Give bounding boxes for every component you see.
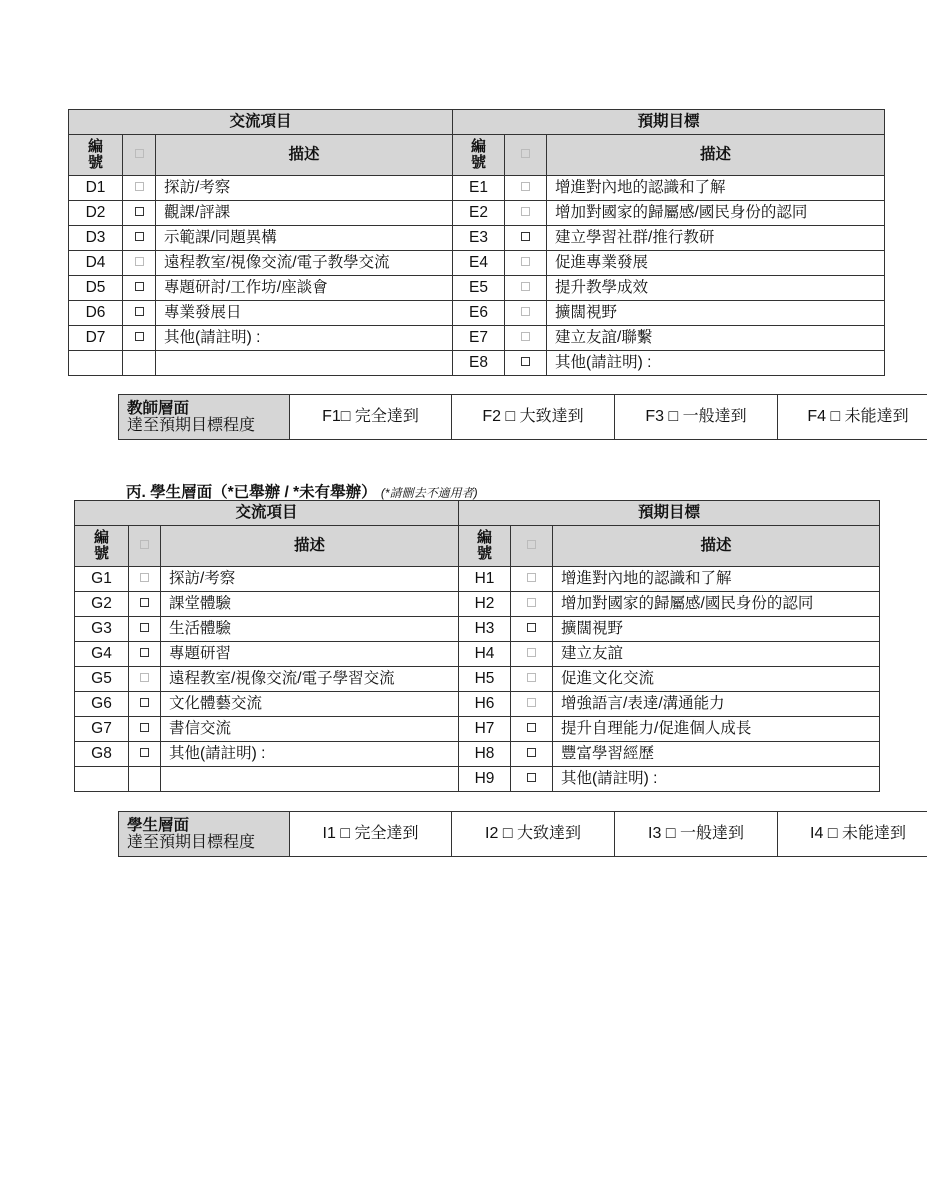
item-code: D7 [69, 326, 123, 351]
goal-checkbox[interactable] [511, 692, 553, 717]
goal-checkbox[interactable] [505, 351, 547, 376]
checkbox-header [505, 135, 547, 176]
item-code: G8 [75, 742, 129, 767]
checkbox-icon[interactable] [527, 773, 536, 782]
checkbox-icon[interactable] [135, 307, 144, 316]
table-row [69, 276, 885, 301]
table-row [75, 592, 880, 617]
checkbox-icon[interactable] [521, 357, 530, 366]
goal-code: H9 [459, 767, 511, 792]
checkbox-header [123, 135, 156, 176]
item-description: 探訪/考察 [161, 567, 459, 592]
item-description: 其他(請註明) : [161, 742, 459, 767]
item-code: G4 [75, 642, 129, 667]
checkbox-icon[interactable] [527, 573, 536, 582]
item-description: 其他(請註明) : [156, 326, 453, 351]
goal-code: E7 [453, 326, 505, 351]
item-checkbox[interactable] [123, 301, 156, 326]
item-description: 專題研習 [161, 642, 459, 667]
item-description: 專業發展日 [156, 301, 453, 326]
goal-checkbox[interactable] [505, 201, 547, 226]
checkbox-icon[interactable] [527, 723, 536, 732]
checkbox-icon[interactable] [527, 623, 536, 632]
item-checkbox[interactable] [129, 667, 161, 692]
checkbox-header [129, 526, 161, 567]
item-description: 生活體驗 [161, 617, 459, 642]
checkbox-icon[interactable] [140, 748, 149, 757]
rating-option-f1[interactable]: F1□ 完全達到 [290, 395, 452, 440]
goal-description: 增加對國家的歸屬感/國民身份的認同 [547, 201, 885, 226]
goal-code: E3 [453, 226, 505, 251]
goal-description: 建立友誼/聯繫 [547, 326, 885, 351]
checkbox-icon[interactable] [140, 598, 149, 607]
table-row [75, 567, 880, 592]
item-code: D6 [69, 301, 123, 326]
table-row [75, 742, 880, 767]
checkbox-icon[interactable] [135, 282, 144, 291]
rating-option-i1[interactable]: I1 □ 完全達到 [290, 812, 452, 857]
goal-code: H2 [459, 592, 511, 617]
goal-checkbox[interactable] [505, 226, 547, 251]
item-code: G5 [75, 667, 129, 692]
item-checkbox[interactable] [123, 276, 156, 301]
item-description: 觀課/評課 [156, 201, 453, 226]
checkbox-icon[interactable] [135, 207, 144, 216]
goal-checkbox[interactable] [511, 592, 553, 617]
description-header: 描述 [547, 135, 885, 176]
goal-checkbox[interactable] [505, 326, 547, 351]
goal-description: 增進對內地的認識和了解 [553, 567, 880, 592]
item-checkbox[interactable] [123, 176, 156, 201]
checkbox-icon[interactable] [135, 182, 144, 191]
table-row [69, 251, 885, 276]
item-description: 課堂體驗 [161, 592, 459, 617]
student-section-title: 丙. 學生層面（*已舉辦 / *未有舉辦） (*請刪去不適用者) [126, 484, 478, 501]
item-code: G6 [75, 692, 129, 717]
goal-code: H3 [459, 617, 511, 642]
checkbox-icon[interactable] [140, 623, 149, 632]
goal-description: 豐富學習經歷 [553, 742, 880, 767]
goal-description: 建立學習社群/推行教研 [547, 226, 885, 251]
item-code: D5 [69, 276, 123, 301]
description-header: 描述 [553, 526, 880, 567]
code-header: 編 號 [69, 135, 123, 176]
goal-checkbox[interactable] [511, 567, 553, 592]
item-checkbox[interactable] [123, 201, 156, 226]
exchange-items-header: 交流項目 [75, 501, 459, 526]
goal-code: H8 [459, 742, 511, 767]
checkbox-icon[interactable] [527, 598, 536, 607]
goal-checkbox[interactable] [511, 717, 553, 742]
item-code: D4 [69, 251, 123, 276]
table-row [75, 717, 880, 742]
table-row [75, 642, 880, 667]
rating-option-f3[interactable]: F3 □ 一般達到 [615, 395, 778, 440]
item-checkbox[interactable] [129, 592, 161, 617]
rating-label: 教師層面 達至預期目標程度 [119, 395, 290, 440]
goal-description: 擴闊視野 [553, 617, 880, 642]
item-code: G7 [75, 717, 129, 742]
item-code: D1 [69, 176, 123, 201]
checkbox-icon[interactable] [527, 698, 536, 707]
item-checkbox[interactable] [129, 567, 161, 592]
checkbox-header [511, 526, 553, 567]
teacher-exchange-table [68, 109, 885, 376]
code-header: 編 號 [75, 526, 129, 567]
item-description [156, 351, 453, 376]
checkbox-icon[interactable] [135, 232, 144, 241]
exchange-items-header: 交流項目 [69, 110, 453, 135]
checkbox-icon[interactable] [140, 673, 149, 682]
goal-code: E8 [453, 351, 505, 376]
item-checkbox [123, 351, 156, 376]
checkbox-icon[interactable] [135, 257, 144, 266]
table-row [69, 226, 885, 251]
item-checkbox[interactable] [129, 617, 161, 642]
checkbox-icon[interactable] [521, 182, 530, 191]
goal-code: H4 [459, 642, 511, 667]
item-description: 探訪/考察 [156, 176, 453, 201]
goal-checkbox[interactable] [505, 251, 547, 276]
goal-checkbox[interactable] [511, 667, 553, 692]
table-row [75, 667, 880, 692]
goal-checkbox[interactable] [505, 301, 547, 326]
table-row [69, 326, 885, 351]
item-checkbox[interactable] [123, 326, 156, 351]
goal-description: 增強語言/表達/溝通能力 [553, 692, 880, 717]
table-row [75, 692, 880, 717]
checkbox-icon[interactable] [521, 232, 530, 241]
goal-code: E4 [453, 251, 505, 276]
item-checkbox[interactable] [129, 642, 161, 667]
table-row [75, 767, 880, 792]
item-code: D2 [69, 201, 123, 226]
item-description [161, 767, 459, 792]
goal-description: 增進對內地的認識和了解 [547, 176, 885, 201]
goal-code: E5 [453, 276, 505, 301]
item-checkbox[interactable] [123, 251, 156, 276]
item-code: G3 [75, 617, 129, 642]
expected-goals-header: 預期目標 [459, 501, 880, 526]
checkbox-icon[interactable] [527, 648, 536, 657]
goal-code: E2 [453, 201, 505, 226]
goal-code: H7 [459, 717, 511, 742]
goal-description: 提升教學成效 [547, 276, 885, 301]
item-checkbox [129, 767, 161, 792]
description-header: 描述 [161, 526, 459, 567]
checkbox-icon[interactable] [521, 307, 530, 316]
goal-code: H5 [459, 667, 511, 692]
teacher-rating-table [118, 394, 927, 440]
goal-code: E6 [453, 301, 505, 326]
checkbox-icon[interactable] [521, 282, 530, 291]
rating-option-i2[interactable]: I2 □ 大致達到 [452, 812, 615, 857]
checkbox-icon[interactable] [140, 573, 149, 582]
item-code [75, 767, 129, 792]
table-row [69, 176, 885, 201]
rating-label: 學生層面 達至預期目標程度 [119, 812, 290, 857]
goal-description: 其他(請註明) : [553, 767, 880, 792]
item-code: G2 [75, 592, 129, 617]
rating-option-f2[interactable]: F2 □ 大致達到 [452, 395, 615, 440]
goal-code: H6 [459, 692, 511, 717]
goal-checkbox[interactable] [511, 642, 553, 667]
student-rating-table [118, 811, 927, 857]
checkbox-icon[interactable] [521, 207, 530, 216]
checkbox-icon[interactable] [140, 698, 149, 707]
item-checkbox[interactable] [129, 692, 161, 717]
goal-code: H1 [459, 567, 511, 592]
goal-description: 促進文化交流 [553, 667, 880, 692]
goal-checkbox[interactable] [511, 617, 553, 642]
item-code: D3 [69, 226, 123, 251]
goal-checkbox[interactable] [511, 742, 553, 767]
checkbox-icon[interactable] [527, 748, 536, 757]
item-description: 遠程教室/視像交流/電子教學交流 [156, 251, 453, 276]
student-exchange-table [74, 500, 880, 792]
item-description: 示範課/同題異構 [156, 226, 453, 251]
table-row [69, 301, 885, 326]
item-checkbox[interactable] [123, 226, 156, 251]
checkbox-icon[interactable] [521, 332, 530, 341]
goal-checkbox[interactable] [505, 176, 547, 201]
table-row [69, 351, 885, 376]
goal-code: E1 [453, 176, 505, 201]
goal-checkbox[interactable] [511, 767, 553, 792]
goal-description: 提升自理能力/促進個人成長 [553, 717, 880, 742]
item-code [69, 351, 123, 376]
checkbox-icon[interactable] [527, 673, 536, 682]
goal-description: 促進專業發展 [547, 251, 885, 276]
checkbox-icon[interactable] [135, 332, 144, 341]
rating-option-i4[interactable]: I4 □ 未能達到 [778, 812, 927, 857]
rating-option-i3[interactable]: I3 □ 一般達到 [615, 812, 778, 857]
item-description: 書信交流 [161, 717, 459, 742]
description-header: 描述 [156, 135, 453, 176]
checkbox-icon[interactable] [521, 257, 530, 266]
item-description: 遠程教室/視像交流/電子學習交流 [161, 667, 459, 692]
code-header: 編 號 [453, 135, 505, 176]
item-checkbox[interactable] [129, 717, 161, 742]
item-checkbox[interactable] [129, 742, 161, 767]
checkbox-icon[interactable] [140, 723, 149, 732]
goal-description: 建立友誼 [553, 642, 880, 667]
goal-description: 增加對國家的歸屬感/國民身份的認同 [553, 592, 880, 617]
code-header: 編 號 [459, 526, 511, 567]
goal-description: 其他(請註明) : [547, 351, 885, 376]
goal-checkbox[interactable] [505, 276, 547, 301]
table-row [75, 617, 880, 642]
expected-goals-header: 預期目標 [453, 110, 885, 135]
rating-option-f4[interactable]: F4 □ 未能達到 [778, 395, 927, 440]
item-description: 文化體藝交流 [161, 692, 459, 717]
item-description: 專題研討/工作坊/座談會 [156, 276, 453, 301]
goal-description: 擴闊視野 [547, 301, 885, 326]
item-code: G1 [75, 567, 129, 592]
checkbox-icon[interactable] [140, 648, 149, 657]
table-row [69, 201, 885, 226]
